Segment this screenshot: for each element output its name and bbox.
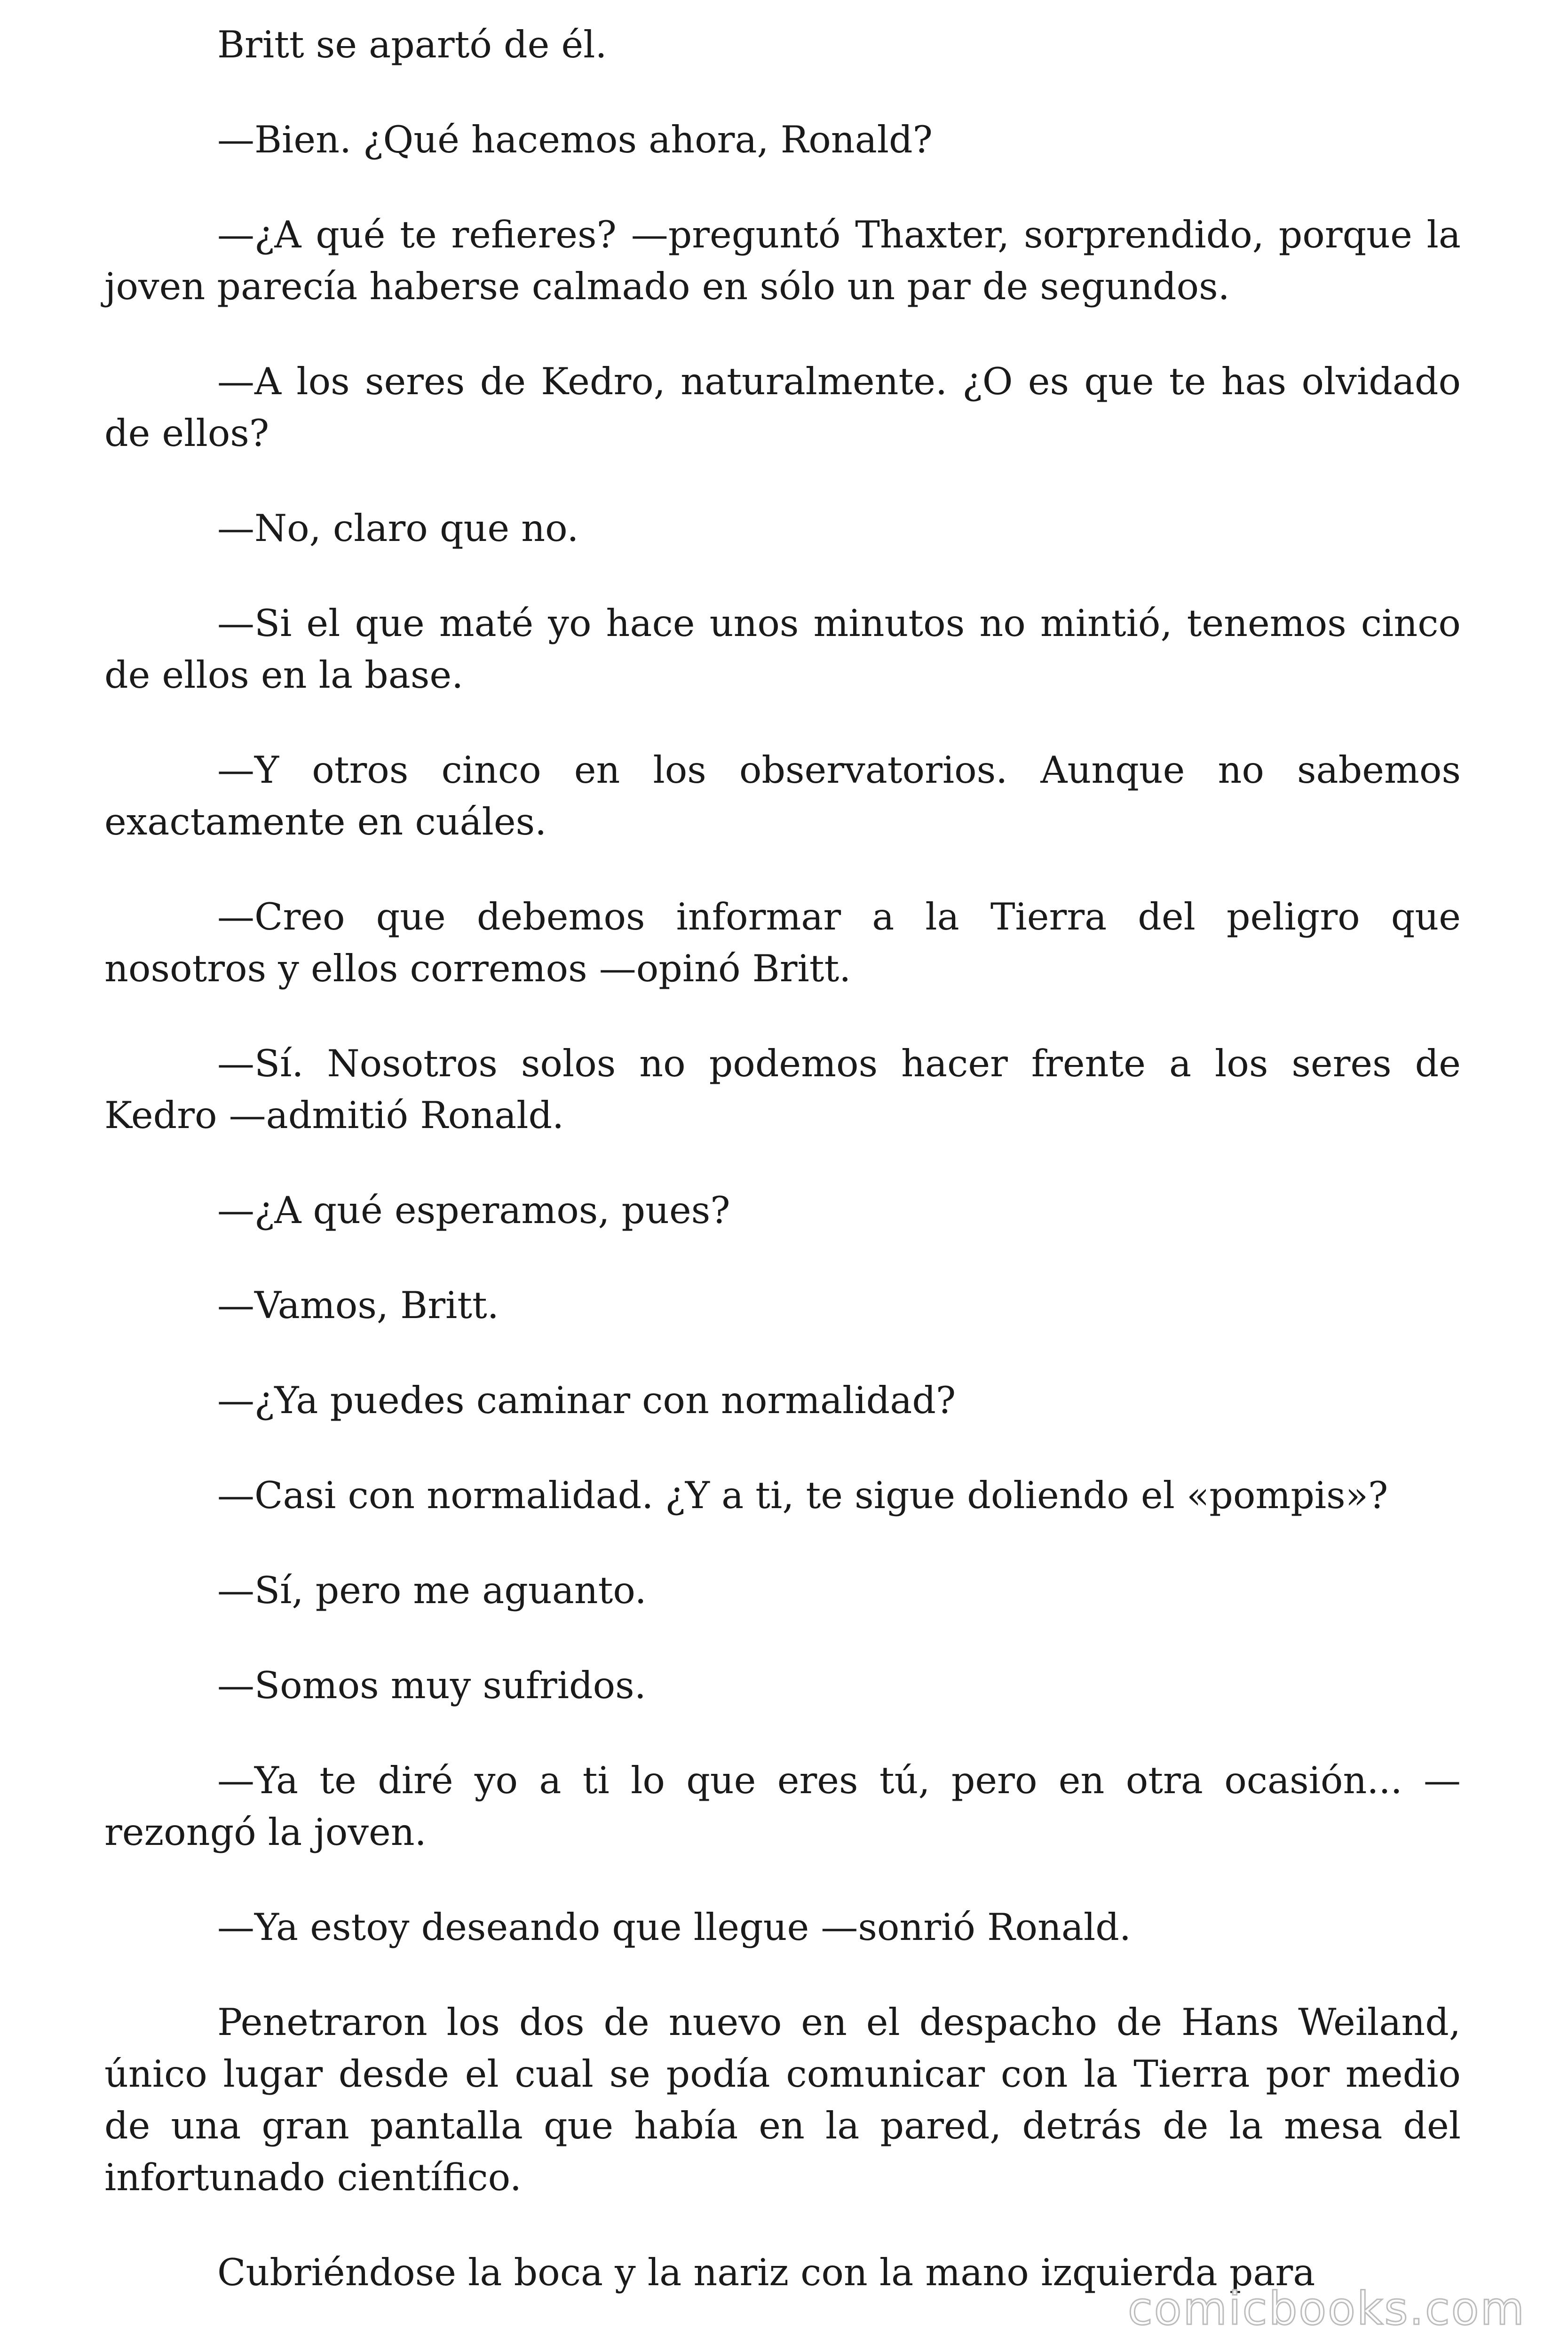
watermark: comicbooks.com	[1127, 2282, 1526, 2335]
paragraph: —Sí, pero me aguanto.	[217, 1569, 647, 1612]
paragraph: —¿A qué esperamos, pues?	[217, 1189, 730, 1232]
body-text	[104, 19, 1461, 2342]
paragraph: —Bien. ¿Qué hacemos ahora, Ronald?	[217, 118, 933, 161]
paragraph: —Y otros cinco en los observatorios. Aunque no sabemos exactamente en cuáles.	[104, 748, 1461, 843]
paragraph: Penetraron los dos de nuevo en el despacho de Hans Weiland, único lugar desde el cual se podía comunicar con la Tierra por medio de una gran pantalla que había en la pared, detrás de la mesa del infortunado científico.	[104, 2001, 1461, 2199]
paragraph: —Ya te diré yo a ti lo que eres tú, pero en otra ocasión... —rezongó la joven.	[104, 1759, 1461, 1854]
paragraph: —Sí. Nosotros solos no podemos hacer frente a los seres de Kedro —admitió Ronald.	[104, 1042, 1461, 1137]
paragraph: —A los seres de Kedro, naturalmente. ¿O es que te has olvidado de ellos?	[104, 360, 1461, 455]
paragraph: —Vamos, Britt.	[217, 1284, 499, 1327]
paragraph: —Casi con normalidad. ¿Y a ti, te sigue doliendo el «pompis»?	[217, 1474, 1388, 1517]
paragraph: Cubriéndose la boca y la nariz con la mano izquierda para	[217, 2251, 1315, 2294]
paragraph: —Si el que maté yo hace unos minutos no mintió, tenemos cinco de ellos en la base.	[104, 602, 1461, 697]
paragraph: Britt se apartó de él.	[217, 23, 607, 66]
paragraph: —No, claro que no.	[217, 507, 579, 550]
paragraph: —Creo que debemos informar a la Tierra del peligro que nosotros y ellos corremos —opinó Britt.	[104, 895, 1461, 990]
paragraph: —Somos muy sufridos.	[217, 1664, 646, 1707]
paragraph: —¿A qué te refieres? —preguntó Thaxter, sorprendido, porque la joven parecía haberse calmado en sólo un par de segundos.	[104, 213, 1461, 308]
paragraph: —¿Ya puedes caminar con normalidad?	[217, 1379, 956, 1422]
paragraph: —Ya estoy deseando que llegue —sonrió Ronald.	[217, 1906, 1131, 1949]
